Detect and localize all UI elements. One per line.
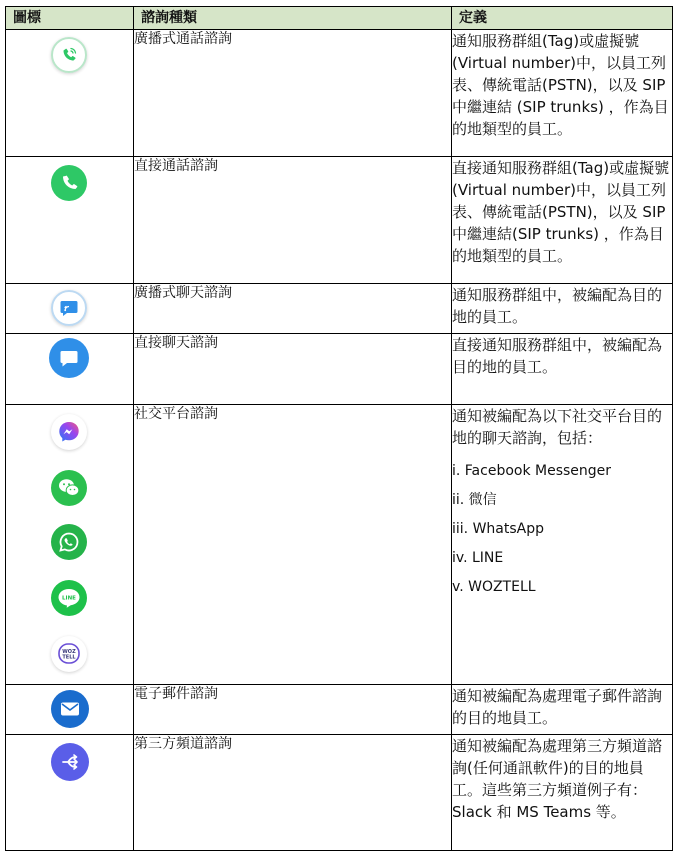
email-icon [51, 690, 89, 728]
third-party-channel-icon [51, 743, 89, 781]
table-row [6, 685, 673, 735]
line-icon [51, 580, 87, 616]
svg-text:WOZ: WOZ [62, 649, 76, 655]
wechat-icon [51, 470, 87, 506]
type-cell: 電子郵件諮詢 [134, 685, 452, 735]
messenger-icon [51, 414, 87, 450]
phone-icon [51, 165, 87, 201]
definition-cell: 通知被編配為處理電子郵件諮詢的目的地員工。 [452, 685, 673, 735]
icon-cell [6, 685, 134, 735]
list-item: v. WOZTELL [452, 579, 536, 595]
type-cell: 直接通話諮詢 [134, 157, 452, 284]
type-cell: 廣播式通話諮詢 [134, 30, 452, 157]
list-item: i. Facebook Messenger [452, 463, 612, 479]
table-header-row [6, 7, 673, 30]
type-cell: 廣播式聊天諮詢 [134, 284, 452, 334]
header-definition: 定義 [452, 7, 673, 30]
table-row [6, 284, 673, 334]
table-row [6, 157, 673, 284]
definition-cell: 直接通知服務群組(Tag)或虛擬號(Virtual number)中，以員工列表、傳統電話(PSTN)，以及 SIP 中繼連結(SIP trunks) ，作為目的地類型的員工。 [452, 157, 673, 284]
icon-cell [6, 735, 134, 851]
list-item: iv. LINE [452, 550, 504, 566]
chat-icon [49, 338, 89, 378]
definition-cell: 通知服務群組中，被編配為目的地的員工。 [452, 284, 673, 334]
definition-text: 通知被編配為以下社交平台目的地的聊天諮詢，包括： [452, 407, 663, 447]
inquiry-types-table [5, 6, 673, 851]
definition-cell: 通知被編配為處理第三方頻道諮詢(任何通訊軟件)的目的地員工。這些第三方頻道例子有：Slack 和 MS Teams 等。 [452, 735, 673, 851]
woztell-icon [51, 636, 87, 672]
type-cell: 社交平台諮詢 [134, 405, 452, 685]
type-cell: 第三方頻道諮詢 [134, 735, 452, 851]
list-item: iii. WhatsApp [452, 521, 544, 537]
broadcast-chat-icon [51, 290, 87, 326]
icon-cell [6, 157, 134, 284]
type-cell: 直接聊天諮詢 [134, 334, 452, 405]
table-row [6, 405, 673, 685]
svg-text:TELL: TELL [62, 654, 76, 661]
header-type: 諮詢種類 [134, 7, 452, 30]
list-item: ii. 微信 [452, 492, 497, 508]
icon-cell [6, 30, 134, 157]
table-row [6, 334, 673, 405]
definition-cell [452, 405, 673, 685]
table-row [6, 30, 673, 157]
definition-cell: 通知服務群組(Tag)或虛擬號(Virtual number)中，以員工列表、傳統電話(PSTN)，以及 SIP 中繼連結 (SIP trunks) ，作為目的地類型的員工。 [452, 30, 673, 157]
whatsapp-icon [51, 524, 87, 560]
header-icon: 圖標 [6, 7, 134, 30]
icon-cell [6, 405, 134, 685]
definition-cell: 直接通知服務群組中，被編配為目的地的員工。 [452, 334, 673, 405]
broadcast-call-icon [51, 37, 87, 73]
icon-cell [6, 334, 134, 405]
icon-cell [6, 284, 134, 334]
svg-text:LINE: LINE [62, 595, 76, 602]
table-row [6, 735, 673, 851]
platform-list [452, 457, 672, 602]
